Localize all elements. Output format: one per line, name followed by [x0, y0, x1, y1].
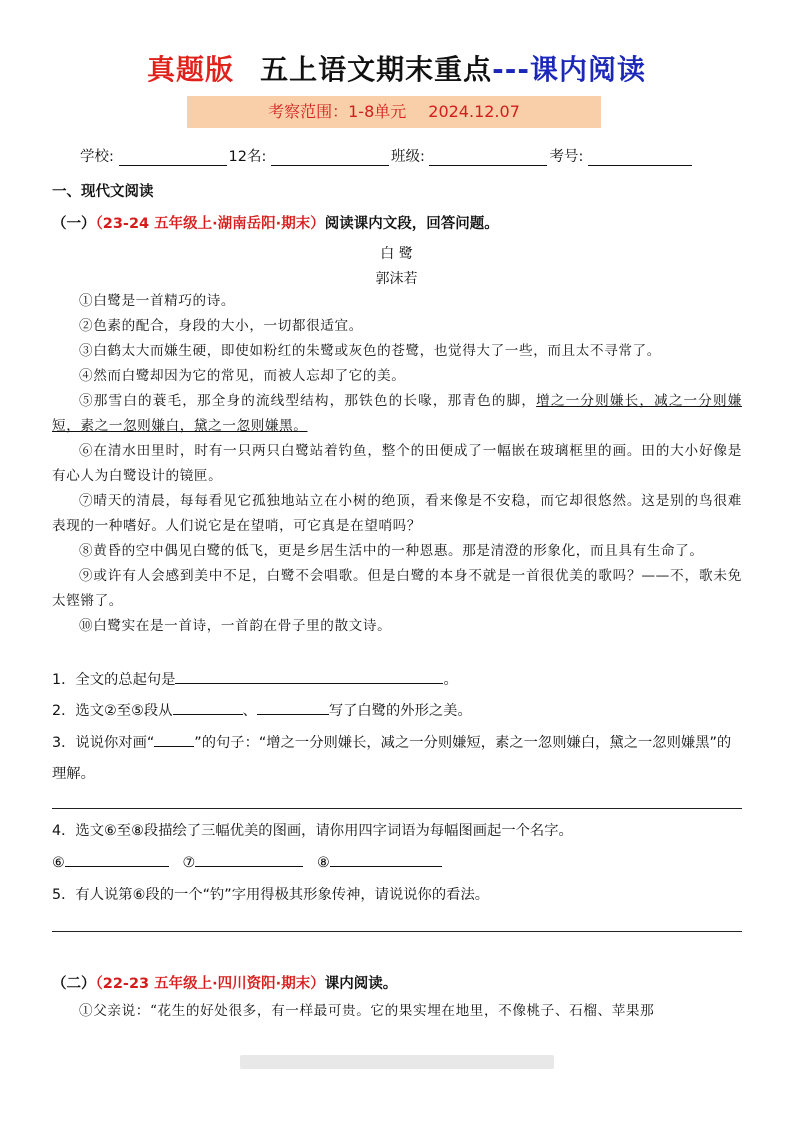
question-2-text-b: 写了白鹭的外形之美。 — [328, 703, 472, 719]
question-2 — [52, 696, 742, 727]
title-topic: ---课内阅读 — [492, 53, 646, 86]
answer-blank-4c[interactable] — [330, 852, 442, 867]
answer-line-3[interactable] — [52, 808, 742, 809]
article-body — [52, 289, 742, 639]
part-two-task: 课内阅读。 — [324, 976, 398, 992]
question-5: 5．有人说第⑥段的一个“钓”字用得极其形象传神，请说说你的看法。 — [52, 887, 490, 903]
question-2-text-a: 2．选文②至⑤段从 — [52, 703, 173, 719]
answer-blank-2a[interactable] — [173, 700, 243, 715]
class-label: 班级: — [390, 149, 425, 165]
article-author: 郭沫若 — [375, 271, 418, 287]
scope-label: 考察范围：1-8单元 — [268, 102, 407, 121]
part-one-number: （一） — [52, 216, 96, 232]
answer-marker-6: ⑥ — [52, 855, 65, 871]
part-two-heading — [52, 972, 397, 993]
paragraph-2: ②色素的配合，身段的大小，一切都很适宜。 — [79, 318, 363, 334]
answer-blank-2b[interactable] — [257, 700, 329, 715]
paragraph-7: ⑦晴天的清晨，每每看见它孤独地站立在小树的绝顶，看来像是不安稳，而它却很悠然。这是别的鸟很难表现的一种嗜好。人们说它是在望哨，可它真是在望哨吗？ — [52, 493, 742, 534]
title-main: 五上语文期末重点 — [260, 53, 493, 86]
paragraph-8: ⑧黄昏的空中偶见白鹭的低飞，更是乡居生活中的一种恩惠。那是清澄的形象化，而且具有生命了。 — [79, 543, 704, 559]
part-one-heading — [52, 212, 499, 233]
answer-blank-4a[interactable] — [65, 852, 169, 867]
answer-blank-4b[interactable] — [195, 852, 303, 867]
section-heading: 一、现代文阅读 — [52, 184, 154, 200]
part-one-task: 阅读课内文段，回答问题。 — [324, 216, 499, 232]
title-edition: 真题版 — [147, 53, 235, 86]
answer-blank-3[interactable] — [154, 732, 194, 747]
part-two-number: （二） — [52, 976, 96, 992]
answer-blank-1[interactable] — [175, 669, 443, 684]
question-1-end: 。 — [443, 672, 458, 688]
paragraph-1: ①白鹭是一首精巧的诗。 — [79, 293, 236, 309]
question-4: 4．选文⑥至⑧段描绘了三幅优美的图画，请你用四字词语为每幅图画起一个名字。 — [52, 823, 573, 839]
paragraph-4: ④然而白鹭却因为它的常见，而被人忘却了它的美。 — [79, 368, 406, 384]
part-two-source: （22-23 五年级上·四川资阳·期末） — [95, 976, 325, 992]
question-1-text: 1．全文的总起句是 — [52, 672, 176, 688]
answer-marker-7: ⑦ — [182, 855, 196, 871]
class-field[interactable] — [429, 150, 547, 166]
answer-marker-8: ⑧ — [316, 855, 330, 871]
article-title: 白 鹭 — [380, 246, 413, 262]
underlined-sentence: 增之一分则嫌长，减之一分则嫌短，素之一忽则嫌白，黛之一忽则嫌黑。 — [52, 393, 742, 434]
question-4-answers — [52, 848, 742, 879]
student-info-row — [80, 145, 694, 166]
name-label: 12名: — [228, 149, 267, 165]
document-title — [0, 48, 793, 88]
part-two-paragraph-1: ①父亲说：“花生的好处很多，有一样最可贵。它的果实埋在地里，不像桃子、石榴、苹果那 — [79, 1003, 655, 1019]
part-one-source: （23-24 五年级上·湖南岳阳·期末） — [95, 216, 325, 232]
blurred-footer — [240, 1055, 554, 1069]
number-field[interactable] — [588, 150, 692, 166]
question-3-text-a: 3．说说你对画“ — [52, 735, 155, 751]
number-label: 考号: — [549, 149, 584, 165]
paragraph-5-text: ⑤那雪白的蓑毛，那全身的流线型结构，那铁色的长喙，那青色的脚， — [79, 393, 537, 409]
question-3-text-b: ”的句子：“增之一分则嫌长，减之一分则嫌短，素之一忽则嫌白，黛之一忽则嫌黑”的理解。 — [52, 735, 732, 782]
name-field[interactable] — [271, 150, 389, 166]
answer-line-5[interactable] — [52, 931, 742, 932]
school-field[interactable] — [119, 150, 227, 166]
school-label: 学校: — [80, 149, 114, 165]
paragraph-5 — [52, 389, 742, 439]
question-2-sep: 、 — [242, 703, 257, 719]
paragraph-3: ③白鹤太大而嫌生硬，即使如粉红的朱鹭或灰色的苍鹭，也觉得大了一些，而且太不寻常了。 — [79, 343, 661, 359]
question-3 — [52, 728, 742, 790]
scope-banner — [187, 96, 601, 128]
paragraph-10: ⑩白鹭实在是一首诗，一首韵在骨子里的散文诗。 — [79, 618, 392, 634]
paragraph-9: ⑨或许有人会感到美中不足，白鹭不会唱歌。但是白鹭的本身不就是一首很优美的歌吗？——不，歌未免太铿锵了。 — [52, 568, 742, 609]
question-1 — [52, 665, 742, 696]
paragraph-6: ⑥在清水田里时，时有一只两只白鹭站着钓鱼，整个的田便成了一幅嵌在玻璃框里的画。田的大小好像是有心人为白鹭设计的镜匣。 — [52, 443, 742, 484]
scope-date: 2024.12.07 — [428, 102, 520, 121]
part-two-body — [52, 999, 742, 1024]
